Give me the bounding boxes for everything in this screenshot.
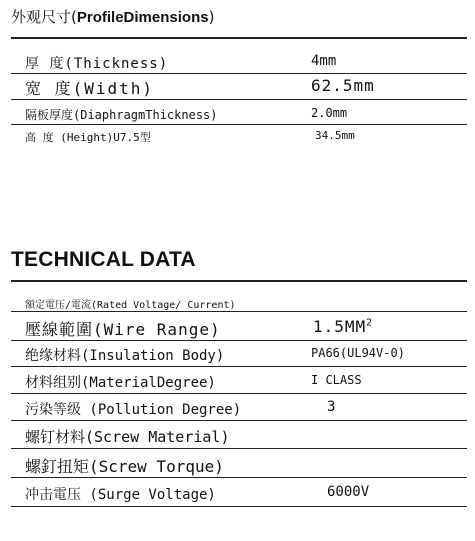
- row-label: 冲击電压 (Surge Voltage): [25, 487, 216, 503]
- row-value: PA66(UL94V-0): [311, 346, 405, 360]
- row-value: I CLASS: [311, 373, 362, 387]
- row-value: 62.5mm: [311, 76, 375, 95]
- row-value: 4mm: [311, 53, 337, 69]
- row-underline: [11, 448, 467, 449]
- row-label: 螺釘扭矩(Screw Torque): [25, 457, 224, 476]
- profile-section-title: 外观尺寸(ProfileDimensions): [11, 8, 215, 26]
- wire-range-sup: 2: [366, 317, 373, 329]
- row-label: 材料组别(MaterialDegree): [25, 375, 216, 391]
- row-label: 高 度 (Height)U7.5型: [25, 131, 151, 144]
- profile-title-en: ProfileDimensions: [76, 9, 209, 26]
- row-underline: [11, 366, 467, 367]
- profile-title-cn: 外观尺寸: [11, 8, 72, 26]
- row-label: 厚 度(Thickness): [25, 56, 169, 72]
- row-label: 绝缘材料(Insulation Body): [25, 348, 225, 364]
- row-underline: [11, 311, 467, 312]
- profile-title-rule: [11, 37, 467, 39]
- row-label: 螺钉材料(Screw Material): [25, 428, 230, 446]
- row-underline: [11, 340, 467, 341]
- row-label: 壓線範圍(Wire Range): [25, 320, 221, 339]
- row-value: 34.5mm: [315, 129, 355, 142]
- row-underline: [11, 124, 467, 125]
- row-label: 污染等级 (Pollution Degree): [25, 402, 242, 418]
- row-value: 6000V: [327, 484, 370, 500]
- row-underline: [11, 73, 467, 74]
- row-underline: [11, 99, 467, 100]
- wire-range-value: 1.5MM: [313, 317, 367, 336]
- technical-title-rule: [11, 280, 467, 282]
- row-underline: [11, 393, 467, 394]
- row-underline: [11, 420, 467, 421]
- row-underline: [11, 506, 467, 507]
- row-underline: [11, 477, 467, 478]
- row-value: [313, 317, 373, 336]
- row-value: 3: [327, 399, 336, 415]
- row-label: 隔板厚度(DiaphragmThickness): [25, 108, 218, 122]
- row-label: 宽 度(Width): [25, 79, 155, 98]
- row-label: 額定電压/電流(Rated Voltage/ Current): [25, 300, 236, 311]
- technical-section-title: TECHNICAL DATA: [11, 248, 196, 271]
- row-value: 2.0mm: [311, 106, 348, 120]
